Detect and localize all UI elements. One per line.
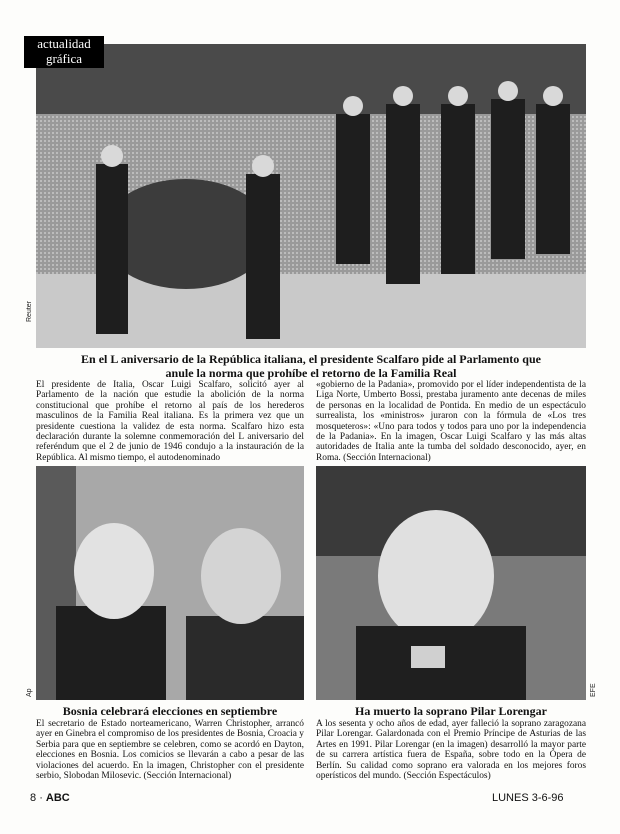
issue-date: LUNES 3-6-96 bbox=[492, 792, 564, 804]
right-photo-credit: EFE bbox=[590, 683, 597, 697]
section-tag-line2: gráfica bbox=[45, 51, 83, 66]
left-headline: Bosnia celebrará elecciones en septiembre bbox=[62, 704, 278, 718]
publication-name: ABC bbox=[45, 792, 70, 804]
right-headline: Ha muerto la soprano Pilar Lorengar bbox=[355, 704, 547, 718]
page-folio: 8 · ABC bbox=[30, 792, 70, 804]
top-headline-line2: anule la norma que prohíbe el retorno de la Familia Real bbox=[165, 366, 457, 380]
left-photo bbox=[36, 466, 304, 700]
top-headline-line1: En el L aniversario de la República italiana, el presidente Scalfaro pide al Parlamento que bbox=[81, 352, 541, 366]
section-tag bbox=[24, 36, 104, 68]
right-body: A los sesenta y ocho años de edad, ayer falleció la soprano zaragozana Pilar Lorengar. Galardonada con el Premio Príncipe de Asturias de las Artes en 1991. Pilar Lorengar (en la imagen) desarrolló la mayor parte de su carrera artística fuera de España, sobre todo en la Ópera de Berlín. Su calidad como soprano era valorada en los mejores foros operísticos del mundo. (Sección Espectáculos) bbox=[316, 719, 586, 782]
top-photo-credit: Reuter bbox=[26, 300, 33, 322]
left-photo-credit: Ap bbox=[26, 688, 33, 697]
ceremony-photo-illustration bbox=[36, 44, 586, 348]
left-body: El secretario de Estado norteamericano, Warren Christopher, arrancó ayer en Ginebra el compromiso de los presidentes de Bosnia, Croacia y Serbia para que en septiembre se celebren, como se acordó en Dayton, elecciones en Bosnia. Los comicios se llevarán a cabo a pesar de las violaciones del acuerdo. En la imagen, Christopher con el presidente serbio, Slobodan Milosevic. (Sección Internacional) bbox=[36, 719, 304, 782]
top-photo bbox=[36, 44, 586, 348]
page-number: 8 bbox=[30, 792, 37, 804]
right-photo bbox=[316, 466, 586, 700]
top-body-col1: El presidente de Italia, Oscar Luigi Scalfaro, solicitó ayer al Parlamento de la nación que estudie la abolición de la norma constitucional que prohíbe el retorno al país de los herederos masculinos de la Familia Real italiana. Es la primera vez que un presidente cuestiona la validez de esta norma. Scalfaro hizo esta declaración durante la solemne conmemoración del L aniversario del referéndum que el 2 de junio de 1946 condujo a la instauración de la República. Al mismo tiempo, el autodenominado bbox=[36, 380, 304, 463]
top-body-col2: «gobierno de la Padania», promovido por el líder independentista de la Liga Norte, Umberto Bossi, prestaba juramento ante decenas de miles de personas en la localidad de Pontida. En medio de un espectáculo surrealista, los «ministros» juraron con la fórmula de «Los tres mosqueteros»: «Uno para todos y todos para uno por la independencia de la Padania». En la imagen, Oscar Luigi Scalfaro y las más altas autoridades de Italia ante la tumba del soldado desconocido, ayer, en Roma. (Sección Internacional) bbox=[316, 380, 586, 463]
christopher-milosevic-photo-illustration bbox=[36, 466, 304, 700]
pilar-lorengar-photo-illustration bbox=[316, 466, 586, 700]
section-tag-line1: actualidad bbox=[37, 36, 91, 51]
top-headline bbox=[36, 352, 586, 380]
